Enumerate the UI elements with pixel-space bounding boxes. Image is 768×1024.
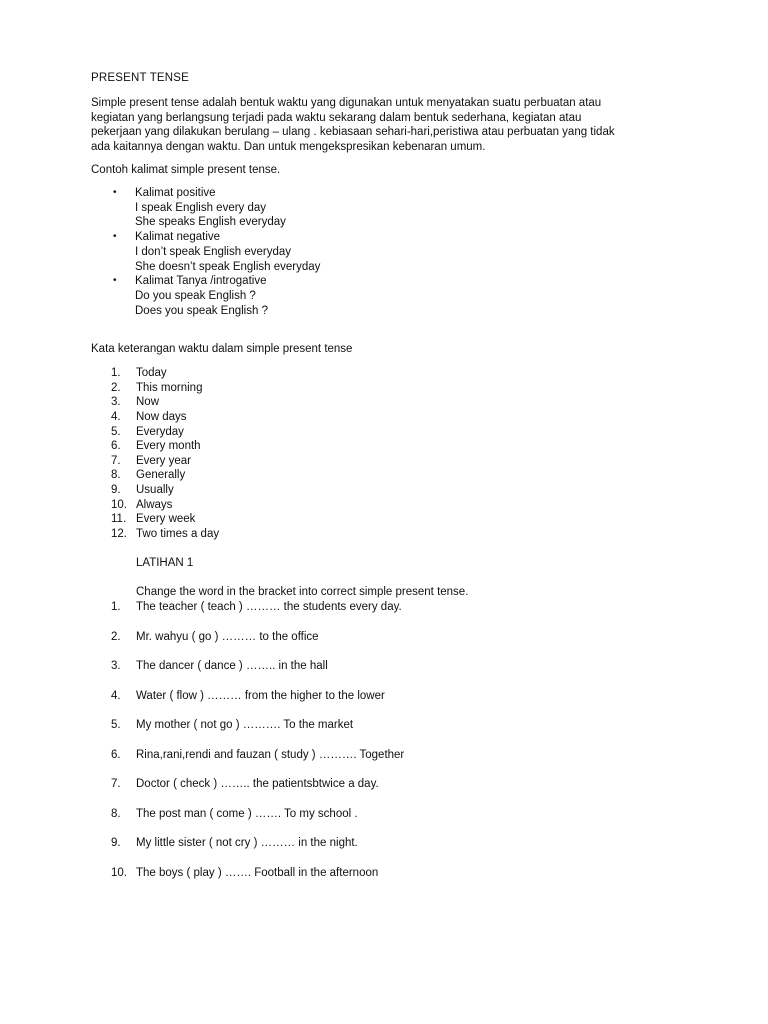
list-number: 11. xyxy=(111,513,127,526)
list-number: 2. xyxy=(111,381,121,394)
exercise-number: 2. xyxy=(111,630,121,643)
list-text: Always xyxy=(136,498,173,511)
exercise-text: My little sister ( not cry ) ……… in the night. xyxy=(136,837,358,850)
list-number: 7. xyxy=(111,454,121,467)
list-text: Usually xyxy=(136,484,174,497)
exercise-title: LATIHAN 1 xyxy=(136,557,194,569)
list-text: Two times a day xyxy=(136,528,220,541)
exercise-text: Doctor ( check ) …….. the patientsbtwice a day. xyxy=(136,778,379,791)
exercise-number: 10. xyxy=(111,866,127,879)
list-number: 9. xyxy=(111,484,121,497)
intro-line: kegiatan yang berlangsung terjadi pada waktu sekarang dalam bentuk sederhana, kegiatan atau xyxy=(91,111,582,124)
example-bullet-list xyxy=(113,186,320,318)
list-number: 12. xyxy=(111,528,127,541)
list-number: 5. xyxy=(111,425,121,438)
bullet-icon: • xyxy=(113,187,117,198)
list-text: Every year xyxy=(136,454,191,467)
list-text: Now days xyxy=(136,410,187,423)
intro-line: ada kaitannya dengan waktu. Dan untuk mengekspresikan kebenaran umum. xyxy=(91,141,486,154)
intro-paragraph xyxy=(91,96,681,155)
exercise-number: 9. xyxy=(111,837,121,850)
exercise-text: The teacher ( teach ) ……… the students every day. xyxy=(136,601,402,613)
exercise-number: 4. xyxy=(111,689,121,702)
list-text: Everyday xyxy=(136,425,184,438)
list-number: 10. xyxy=(111,498,127,511)
example-sentence: I don’t speak English everyday xyxy=(135,245,291,258)
list-number: 3. xyxy=(111,396,121,409)
list-text: This morning xyxy=(136,381,203,394)
exercise-text: The boys ( play ) ……. Football in the afternoon xyxy=(136,866,379,879)
intro-line: pekerjaan yang dilakukan berulang – ulang . kebiasaan sehari-hari,peristiwa atau perbuatan yang tidak xyxy=(91,126,615,139)
example-sentence: Does you speak English ? xyxy=(135,304,268,317)
list-number: 4. xyxy=(111,410,121,423)
exercise-number: 1. xyxy=(111,601,121,613)
bullet-icon: • xyxy=(113,231,117,243)
bullet-item-interrogative xyxy=(113,274,320,318)
bullet-item-negative xyxy=(113,230,320,274)
exercise-number: 5. xyxy=(111,719,121,732)
example-sentence: I speak English every day xyxy=(135,201,267,214)
exercise-number: 6. xyxy=(111,748,121,761)
exercise-text: The post man ( come ) ……. To my school . xyxy=(136,807,358,820)
list-text: Every month xyxy=(136,440,201,453)
time-adverbs-heading: Kata keterangan waktu dalam simple present tense xyxy=(91,343,353,355)
list-text: Today xyxy=(136,367,167,379)
exercise-text: The dancer ( dance ) …….. in the hall xyxy=(136,660,328,673)
list-number: 8. xyxy=(111,469,121,482)
exercise-text: Water ( flow ) ……… from the higher to the lower xyxy=(136,689,385,702)
list-number: 6. xyxy=(111,440,121,453)
bullet-item-positive xyxy=(113,186,320,230)
exercise-text: Mr. wahyu ( go ) ……… to the office xyxy=(136,630,319,643)
bullet-heading: Kalimat positive xyxy=(135,187,216,199)
exercise-instruction: Change the word in the bracket into correct simple present tense. xyxy=(136,586,469,598)
exercise-number: 8. xyxy=(111,807,121,820)
list-text: Every week xyxy=(136,513,196,526)
example-sentence: She doesn’t speak English everyday xyxy=(135,260,321,273)
example-sentence: She speaks English everyday xyxy=(135,216,286,229)
exercise-text: Rina,rani,rendi and fauzan ( study ) ………. Together xyxy=(136,748,405,761)
bullet-icon: • xyxy=(113,275,117,287)
exercise-text: My mother ( not go ) ………. To the market xyxy=(136,719,354,732)
list-text: Now xyxy=(136,396,160,409)
example-sentence: Do you speak English ? xyxy=(135,289,256,302)
page-title: PRESENT TENSE xyxy=(91,72,190,84)
exercise-number: 3. xyxy=(111,660,121,673)
intro-line: Simple present tense adalah bentuk waktu yang digunakan untuk menyatakan suatu perbuatan atau xyxy=(91,97,602,109)
exercise-number: 7. xyxy=(111,778,121,791)
examples-heading: Contoh kalimat simple present tense. xyxy=(91,164,281,176)
list-number: 1. xyxy=(111,367,121,379)
list-text: Generally xyxy=(136,469,186,482)
bullet-heading: Kalimat negative xyxy=(135,231,221,244)
bullet-heading: Kalimat Tanya /introgative xyxy=(135,275,267,288)
